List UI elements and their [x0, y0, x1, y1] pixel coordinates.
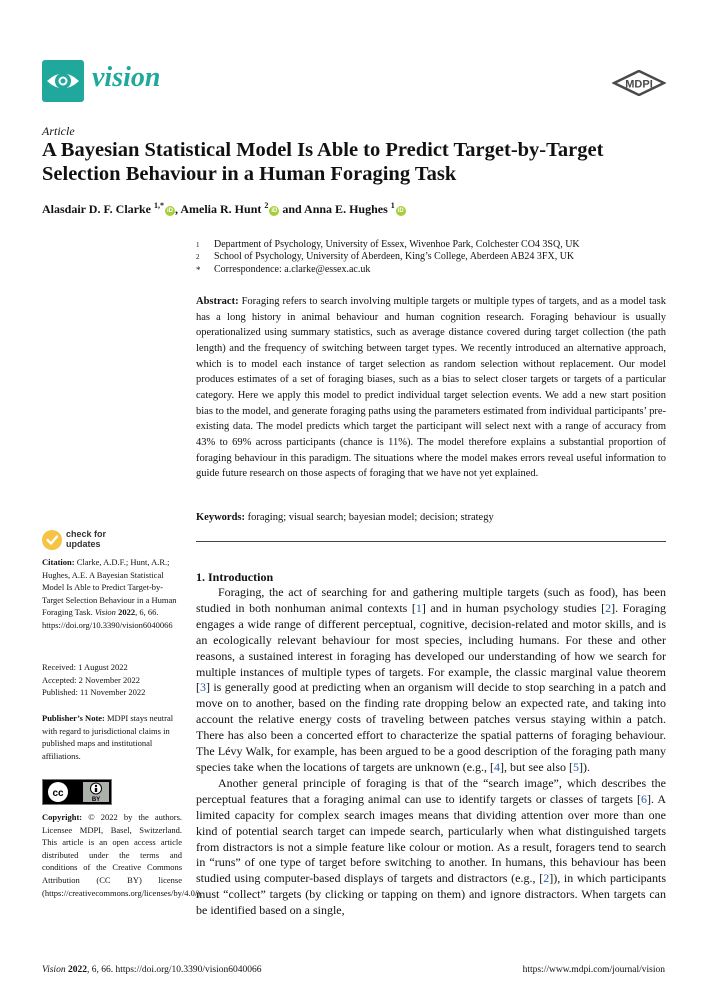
keywords-text: foraging; visual search; bayesian model; decision; strategy: [247, 512, 494, 523]
affiliation-item: 2 School of Psychology, University of Aberdeen, King’s College, Aberdeen AB24 3FX, UK: [196, 251, 575, 263]
orcid-icon[interactable]: iD: [271, 208, 278, 214]
author-list: Alasdair D. F. Clarke $^{1,*}$iD , Amelia R. Hunt $^2$iD and Anna E. Hughes $^1$iD: [42, 201, 404, 216]
reference-link[interactable]: 2: [543, 871, 550, 886]
author-affiliation-sup: 2: [264, 201, 269, 210]
abstract-label: Abstract:: [196, 296, 239, 307]
affiliation-item: 1 Department of Psychology, University of Essex, Wivenhoe Park, Colchester CO4 3SQ, UK: [196, 239, 580, 250]
paragraph: Another general principle of foraging is that of the “search image”, which describes the perceptual features that a foraging animal can use to identify targets or classes of targets [6]. A limited capacity for complex search images means that dividing attention over more than one kind of potential search target can impede search, particularly when what distinguished targets from distractors is not a simple feature like colour or motion. As a result, foragers tend to search in “runs” of one type of target before switching to another. In humans, this behaviour has been studied using computer-based displays of targets and distractors (e.g., [2]), in which participants must “collect” targets (by clicking or tapping on them) and ignore distractors. When targets can be identified based on a single,: [196, 775, 667, 918]
accepted-date: Accepted: 2 November 2022: [42, 674, 140, 685]
check-for-updates-label[interactable]: check for updates: [66, 529, 107, 549]
vision-logo-icon: [42, 60, 84, 102]
paper-title: A Bayesian Statistical Model Is Able to Predict Target-by-Target Selection Behaviour in a Human Foraging Task: [42, 139, 604, 185]
cc-by-license-icon[interactable]: [42, 779, 112, 805]
by-label: BY: [91, 797, 101, 803]
divider: [196, 541, 666, 542]
reference-link[interactable]: 6: [640, 791, 647, 806]
author-name: Amelia R. Hunt: [180, 202, 262, 216]
affiliations: [196, 239, 666, 276]
reference-link[interactable]: 3: [200, 680, 206, 695]
reference-link[interactable]: 1: [415, 600, 422, 615]
author-affiliation-sup: 1: [390, 201, 395, 210]
mdpi-logo: [612, 70, 666, 96]
paragraph: Foraging, the act of searching for and gathering multiple targets (such as food), has been studied in both nonhuman animal contexts [1] and in human psychology studies [2]. Foraging engages a wide range of different perceptual, cognitive, decision-related and motor skills, and is an ecologically relevant behaviour for most species, including humans. For these and other reasons, a sustained interest in foraging has developed our understanding of how we search for multiple instances of multiple types of targets. For example, the classic marginal value theorem [3] is generally good at predicting when an organism will decide to stop searching in a patch and move on to another, based on the finding rate dropping below an expected rate, and taking into account the relative energy costs of traveling between patches versus staying within a patch. There has also been a concerted effort to characterize the spatial patterns of foraging behaviour. The Lévy Walk, for example, has been argued to be a good description of the foraging path many species take when the locations of targets are unknown (e.g., [4], but see also [5]).: [196, 585, 666, 774]
mdpi-logo-text: MDPI: [625, 78, 653, 91]
body-text: [196, 585, 666, 919]
section-title: 1. Introduction: [196, 570, 274, 584]
correspondence: * Correspondence: a.clarke@essex.ac.uk: [196, 263, 371, 275]
received-date: Received: 1 August 2022: [42, 662, 128, 672]
citation-block: Citation: Clarke, A.D.F.; Hunt, A.R.; Hughes, A.E. A Bayesian Statistical Model Is Able to Predict Target-by-Target Selection Behaviour in a Human Foraging Task. Vision 2022, 6, 66. https://doi.org/10.3390/vision6040066: [42, 557, 177, 630]
reference-link[interactable]: 5: [573, 759, 579, 774]
cc-label: cc: [52, 788, 64, 799]
author-name: Anna E. Hughes: [304, 202, 388, 216]
footer-journal-url[interactable]: https://www.mdpi.com/journal/vision: [522, 965, 665, 975]
footer-citation: Vision 2022, 6, 66. https://doi.org/10.3390/vision6040066: [42, 965, 262, 975]
publication-dates: [42, 661, 182, 699]
orcid-icon[interactable]: iD: [397, 208, 404, 214]
keywords: [196, 511, 666, 525]
reference-link[interactable]: 4: [494, 759, 501, 774]
author-affiliation-sup: 1,*: [154, 201, 165, 210]
check-for-updates-icon[interactable]: [42, 530, 62, 550]
keywords-label: Keywords:: [196, 512, 245, 523]
orcid-icon[interactable]: iD: [167, 208, 174, 214]
abstract: [196, 294, 666, 482]
author-name: Alasdair D. F. Clarke: [42, 202, 152, 216]
publisher-note: Publisher’s Note: MDPI stays neutral with regard to jurisdictional claims in published maps and institutional affiliations.: [42, 713, 174, 761]
journal-name: vision: [92, 62, 161, 93]
abstract-text: Foraging refers to search involving multiple targets or multiple types of targets, and as a model task has a long history in animal behaviour and human cognition research. Foraging behaviour is usually operationalized using summary statistics, such as average distance covered during target collection (the path length) and the frequency of switching between target types. We recently introduced an alternative approach, which is to model each instance of target selection as random selection without replacement. Our model produces estimates of a set of foraging biases, such as a bias to select closer targets or targets of a particular category. Here we apply this model to predict individual target selection events. We add a new start position bias to the model, and generate foraging paths using the parameters estimated from individual participants’ pre-existing data. The model predicts which target the participant will select next with a range of accuracy from 43% to 69% across participants (chance is 11%). The model therefore explains a substantial proportion of foraging behaviour in this paradigm. The situations where the model makes errors reveal useful information to guide future research on those aspects of foraging that we have not yet explained.: [196, 296, 666, 480]
published-date: Published: 11 November 2022: [42, 687, 146, 698]
article-type: Article: [42, 124, 75, 138]
copyright-block: Copyright: © 2022 by the authors. Licensee MDPI, Basel, Switzerland. This article is an open access article distributed under the terms and conditions of the Creative Commons Attribution (CC BY) license (https://creativecommons.org/licenses/by/4.0/).: [42, 812, 203, 898]
reference-link[interactable]: 2: [605, 600, 612, 615]
